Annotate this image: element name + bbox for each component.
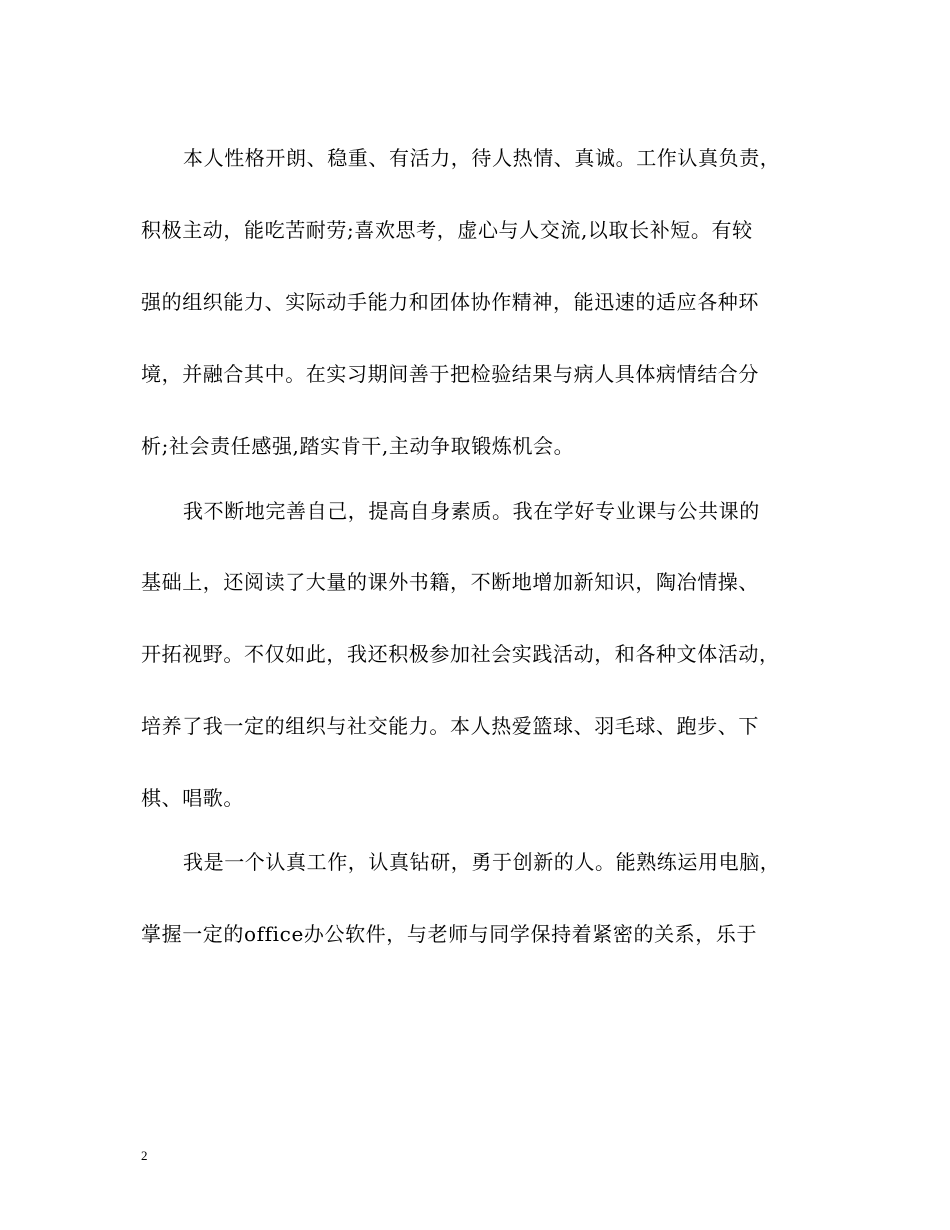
- paragraph-line: 掌握一定的office办公软件，与老师与同学保持着紧密的关系，乐于: [141, 922, 758, 946]
- paragraph-line: 本人性格开朗、稳重、有活力，待人热情、真诚。工作认真负责，: [183, 146, 781, 170]
- paragraph-line: 境，并融合其中。在实习期间善于把检验结果与病人具体病情结合分: [141, 362, 759, 386]
- paragraph-line: 积极主动，能吃苦耐劳;喜欢思考，虚心与人交流,以取长补短。有较: [141, 218, 753, 242]
- paragraph-line: 培养了我一定的组织与社交能力。本人热爱篮球、羽毛球、跑步、下: [141, 714, 759, 738]
- paragraph-line: 我是一个认真工作，认真钻研，勇于创新的人。能熟练运用电脑，: [183, 850, 781, 874]
- page-number: 2: [141, 1148, 148, 1163]
- paragraph-line: 强的组织能力、实际动手能力和团体协作精神，能迅速的适应各种环: [141, 290, 759, 314]
- paragraph-line: 析;社会责任感强,踏实肯干,主动争取锻炼机会。: [141, 434, 575, 458]
- paragraph-line: 基础上，还阅读了大量的课外书籍，不断地增加新知识，陶冶情操、: [141, 570, 759, 594]
- paragraph-line: 开拓视野。不仅如此，我还积极参加社会实践活动，和各种文体活动，: [141, 642, 780, 666]
- paragraph-line: 我不断地完善自己，提高自身素质。我在学好专业课与公共课的: [183, 499, 760, 523]
- paragraph-line: 棋、唱歌。: [141, 786, 244, 810]
